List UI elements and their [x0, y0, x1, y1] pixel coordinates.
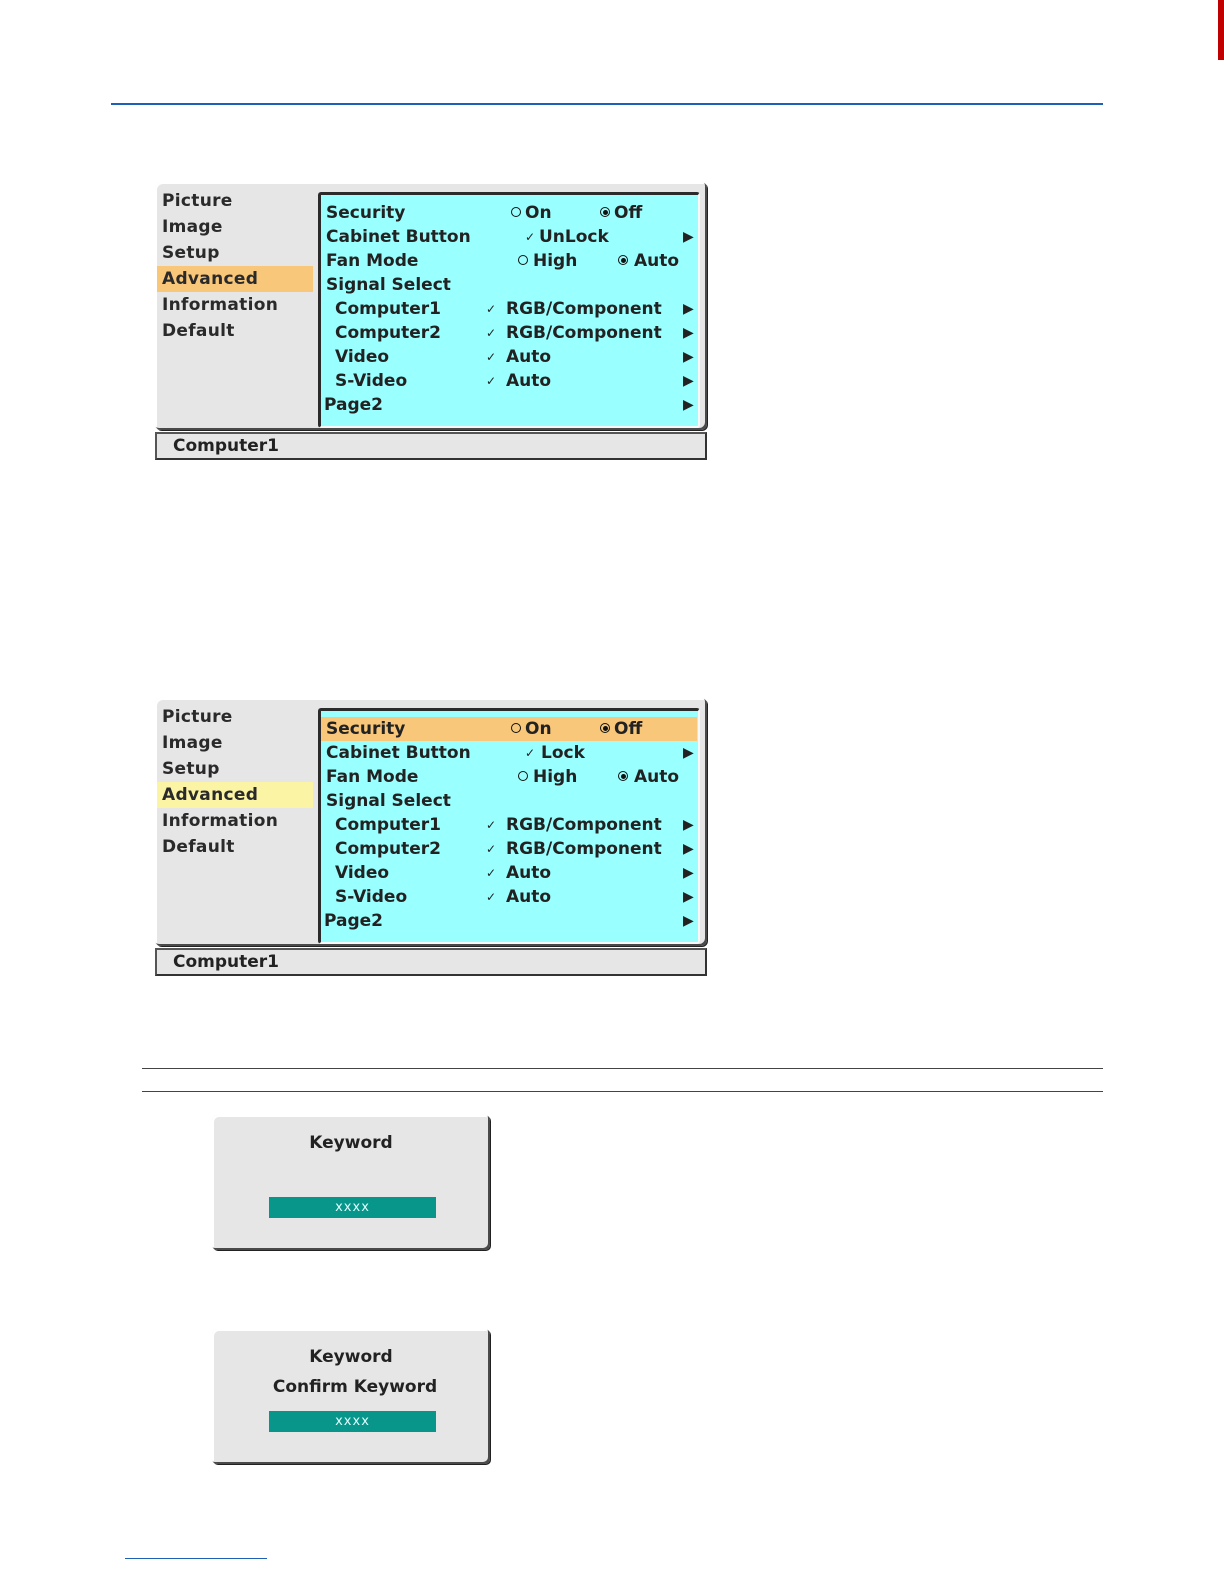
s-video-value: Auto [506, 887, 552, 907]
fan-auto-radio[interactable] [618, 255, 628, 265]
submenu-arrow-icon[interactable]: ▶ [683, 817, 694, 833]
computer2-row[interactable] [321, 321, 697, 345]
security-on-label: On [525, 203, 552, 223]
keyword-label: Keyword [309, 1347, 393, 1367]
check-icon: ✓ [486, 302, 497, 316]
confirm-keyword-dialog [212, 1329, 490, 1464]
s-video-row[interactable] [321, 369, 697, 393]
submenu-arrow-icon[interactable]: ▶ [683, 229, 694, 245]
check-icon: ✓ [525, 230, 536, 244]
computer2-row[interactable] [321, 837, 697, 861]
submenu-arrow-icon[interactable]: ▶ [683, 349, 694, 365]
check-icon: ✓ [486, 842, 497, 856]
advanced-panel [318, 192, 700, 428]
check-icon: ✓ [486, 818, 497, 832]
section-rule [142, 1091, 1103, 1092]
fan-auto-label: Auto [634, 767, 680, 787]
security-row[interactable] [321, 201, 697, 225]
osd-menu-advanced-lock [155, 698, 707, 977]
check-icon: ✓ [486, 374, 497, 388]
nav-item-default[interactable]: Default [162, 837, 235, 857]
video-row[interactable] [321, 861, 697, 885]
video-value: Auto [506, 863, 552, 883]
video-row[interactable] [321, 345, 697, 369]
security-row[interactable] [321, 717, 697, 741]
menu-sidebar [157, 188, 313, 344]
video-label: Video [335, 347, 390, 367]
cabinet-button-row[interactable] [321, 741, 697, 765]
nav-item-information[interactable]: Information [162, 811, 279, 831]
security-off-radio[interactable] [600, 723, 610, 733]
status-bar: Computer1 [155, 432, 707, 460]
fan-high-label: High [533, 251, 578, 271]
security-on-radio[interactable] [511, 723, 521, 733]
fan-auto-radio[interactable] [618, 771, 628, 781]
computer2-label: Computer2 [335, 323, 442, 343]
confirm-keyword-label: Confirm Keyword [272, 1377, 438, 1397]
signal-select-label: Signal Select [326, 791, 451, 811]
page2-row[interactable] [321, 393, 697, 417]
cabinet-button-row[interactable] [321, 225, 697, 249]
security-on-radio[interactable] [511, 207, 521, 217]
s-video-label: S-Video [335, 371, 408, 391]
keyword-label: Keyword [309, 1133, 393, 1153]
security-on-label: On [525, 719, 552, 739]
page2-label: Page2 [324, 395, 384, 415]
security-off-radio[interactable] [600, 207, 610, 217]
page-edge-marker [1218, 0, 1224, 60]
fan-mode-label: Fan Mode [326, 251, 419, 271]
section-rule [142, 1068, 1103, 1069]
video-value: Auto [506, 347, 552, 367]
submenu-arrow-icon[interactable]: ▶ [683, 913, 694, 929]
computer2-value: RGB/Component [506, 323, 662, 343]
computer2-label: Computer2 [335, 839, 442, 859]
cabinet-button-label: Cabinet Button [326, 743, 471, 763]
s-video-value: Auto [506, 371, 552, 391]
computer2-value: RGB/Component [506, 839, 662, 859]
fan-mode-row[interactable] [321, 765, 697, 789]
fan-high-radio[interactable] [518, 255, 528, 265]
nav-item-image[interactable]: Image [162, 217, 223, 237]
submenu-arrow-icon[interactable]: ▶ [683, 373, 694, 389]
submenu-arrow-icon[interactable]: ▶ [683, 397, 694, 413]
cabinet-button-value: Lock [541, 743, 585, 763]
fan-high-label: High [533, 767, 578, 787]
computer1-value: RGB/Component [506, 815, 662, 835]
cabinet-button-value: UnLock [539, 227, 609, 247]
security-label: Security [326, 719, 406, 739]
video-label: Video [335, 863, 390, 883]
header-rule [111, 103, 1103, 105]
nav-item-advanced[interactable]: Advanced [157, 266, 313, 292]
nav-item-picture[interactable]: Picture [162, 191, 233, 211]
computer1-value: RGB/Component [506, 299, 662, 319]
submenu-arrow-icon[interactable]: ▶ [683, 301, 694, 317]
nav-item-setup[interactable]: Setup [162, 243, 220, 263]
s-video-row[interactable] [321, 885, 697, 909]
nav-item-setup[interactable]: Setup [162, 759, 220, 779]
submenu-arrow-icon[interactable]: ▶ [683, 745, 694, 761]
check-icon: ✓ [486, 866, 497, 880]
check-icon: ✓ [486, 350, 497, 364]
signal-select-row [321, 273, 697, 297]
security-label: Security [326, 203, 406, 223]
advanced-panel [318, 708, 700, 944]
fan-auto-label: Auto [634, 251, 680, 271]
signal-select-row [321, 789, 697, 813]
status-bar: Computer1 [155, 948, 707, 976]
submenu-arrow-icon[interactable]: ▶ [683, 889, 694, 905]
nav-item-advanced[interactable]: Advanced [157, 782, 313, 808]
nav-item-default[interactable]: Default [162, 321, 235, 341]
page2-row[interactable] [321, 909, 697, 933]
fan-mode-row[interactable] [321, 249, 697, 273]
s-video-label: S-Video [335, 887, 408, 907]
keyword-dialog [212, 1115, 490, 1250]
keyword-input[interactable]: xxxx [269, 1197, 436, 1218]
nav-item-information[interactable]: Information [162, 295, 279, 315]
computer1-label: Computer1 [335, 815, 442, 835]
cabinet-button-label: Cabinet Button [326, 227, 471, 247]
nav-item-picture[interactable]: Picture [162, 707, 233, 727]
computer1-row[interactable] [321, 297, 697, 321]
osd-menu-advanced-unlock [155, 182, 707, 461]
check-icon: ✓ [486, 890, 497, 904]
submenu-arrow-icon[interactable]: ▶ [683, 325, 694, 341]
security-off-label: Off [614, 719, 643, 739]
confirm-keyword-input[interactable]: xxxx [269, 1411, 436, 1432]
footer-rule [125, 1558, 267, 1559]
check-icon: ✓ [525, 746, 536, 760]
nav-item-image[interactable]: Image [162, 733, 223, 753]
fan-mode-label: Fan Mode [326, 767, 419, 787]
computer1-row[interactable] [321, 813, 697, 837]
check-icon: ✓ [486, 326, 497, 340]
menu-sidebar [157, 704, 313, 860]
fan-high-radio[interactable] [518, 771, 528, 781]
submenu-arrow-icon[interactable]: ▶ [683, 841, 694, 857]
security-off-label: Off [614, 203, 643, 223]
signal-select-label: Signal Select [326, 275, 451, 295]
page2-label: Page2 [324, 911, 384, 931]
computer1-label: Computer1 [335, 299, 442, 319]
submenu-arrow-icon[interactable]: ▶ [683, 865, 694, 881]
